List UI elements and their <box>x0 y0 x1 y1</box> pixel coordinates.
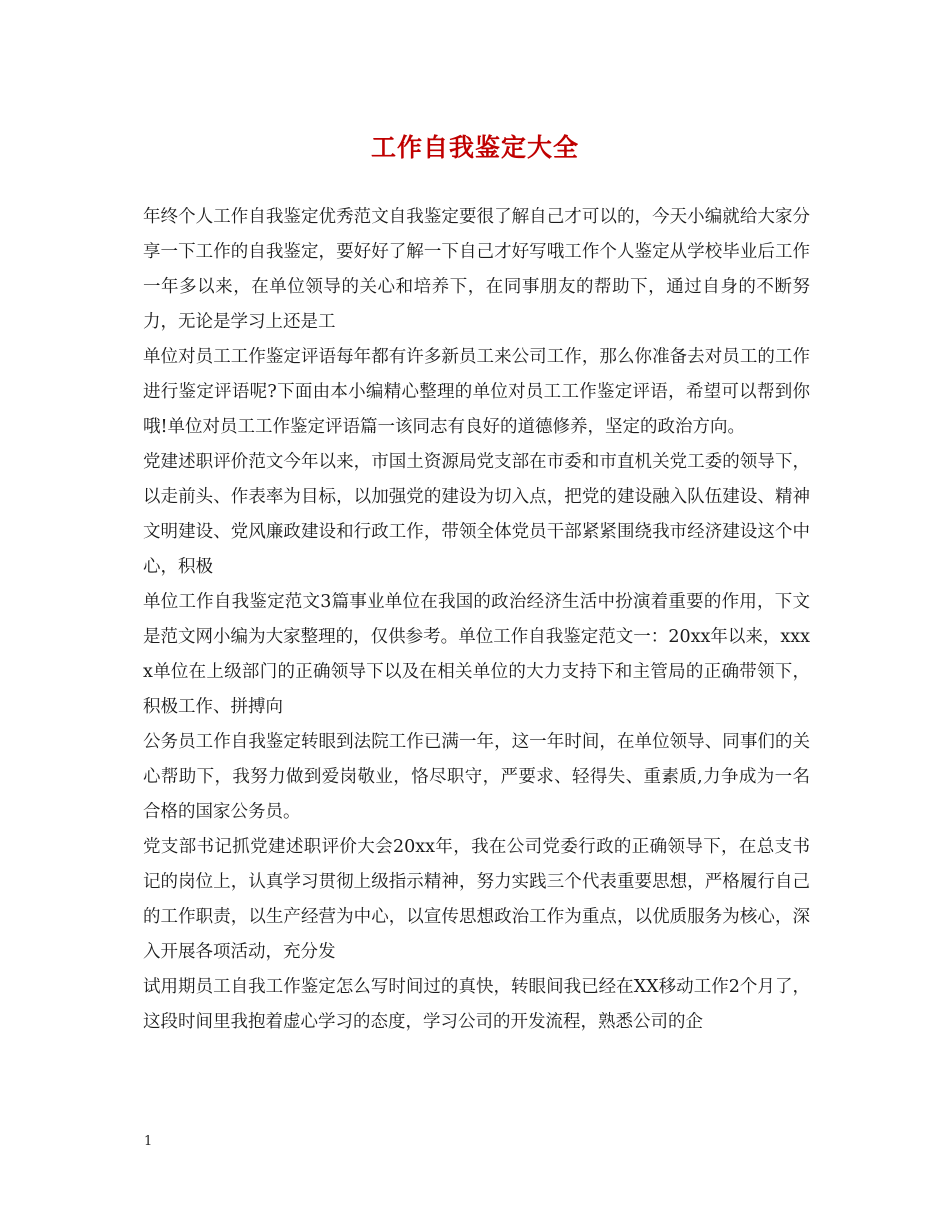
paragraph-4: 单位工作自我鉴定范文3篇事业单位在我国的政治经济生活中扮演着重要的作用，下文是范文网小编为大家整理的，仅供参考。单位工作自我鉴定范文一：20xx年以来，xxxx单位在上级部门的正确领导下以及在相关单位的大力支持下和主管局的正确带领下，积极工作、拼搏向 <box>143 592 810 717</box>
paragraph-5: 公务员工作自我鉴定转眼到法院工作已满一年，这一年时间，在单位领导、同事们的关心帮助下，我努力做到爱岗敬业，恪尽职守，严要求、轻得失、重素质,力争成为一名合格的国家公务员。 <box>143 732 810 822</box>
page-number: 1 <box>144 1134 153 1149</box>
document-title: 工作自我鉴定大全 <box>370 133 579 162</box>
document-body <box>143 200 810 1040</box>
paragraph-3: 党建述职评价范文今年以来，市国土资源局党支部在市委和市直机关党工委的领导下，以走前头、作表率为目标，以加强党的建设为切入点，把党的建设融入队伍建设、精神文明建设、党风廉政建设和行政工作，带领全体党员干部紧紧围绕我市经济建设这个中心，积极 <box>143 452 810 577</box>
paragraph-1: 年终个人工作自我鉴定优秀范文自我鉴定要很了解自己才可以的，今天小编就给大家分享一下工作的自我鉴定，要好好了解一下自己才好写哦工作个人鉴定从学校毕业后工作一年多以来，在单位领导的关心和培养下，在同事朋友的帮助下，通过自身的不断努力，无论是学习上还是工 <box>143 207 810 332</box>
paragraph-6: 党支部书记抓党建述职评价大会20xx年，我在公司党委行政的正确领导下，在总支书记的岗位上，认真学习贯彻上级指示精神，努力实践三个代表重要思想，严格履行自己的工作职责，以生产经营为中心，以宣传思想政治工作为重点，以优质服务为核心，深入开展各项活动，充分发 <box>143 837 810 962</box>
paragraph-2: 单位对员工工作鉴定评语每年都有许多新员工来公司工作，那么你准备去对员工的工作进行鉴定评语呢?下面由本小编精心整理的单位对员工工作鉴定评语，希望可以帮到你哦!单位对员工工作鉴定评语篇一该同志有良好的道德修养，坚定的政治方向。 <box>143 347 810 437</box>
paragraph-7: 试用期员工自我工作鉴定怎么写时间过的真快，转眼间我已经在XX移动工作2个月了，这段时间里我抱着虚心学习的态度，学习公司的开发流程，熟悉公司的企 <box>143 977 810 1032</box>
